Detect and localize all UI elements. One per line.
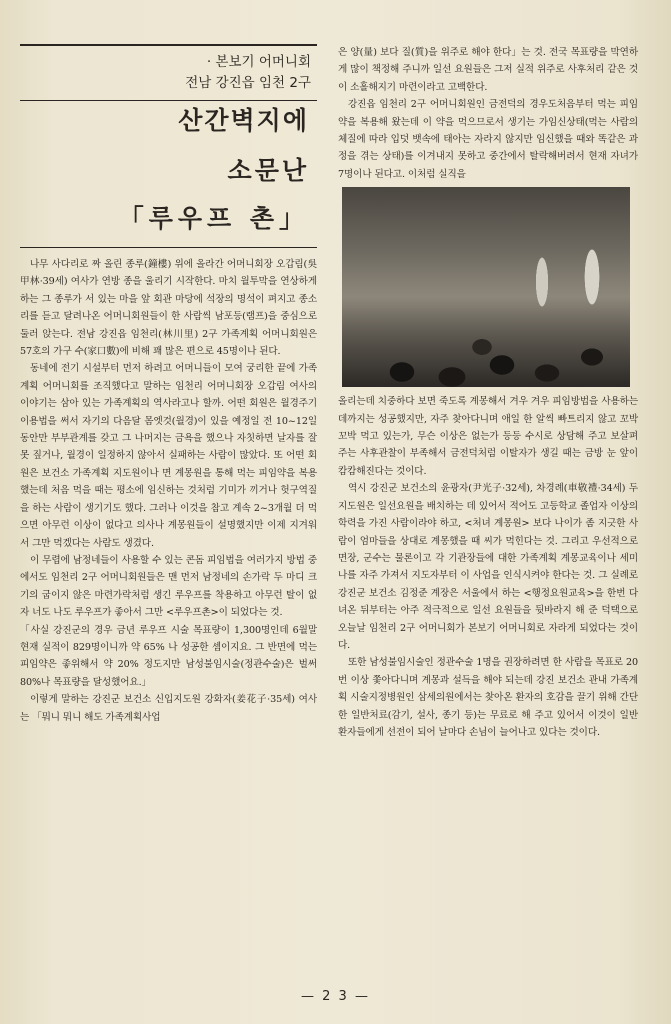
left-paragraph-1: 나무 사다리로 짜 올린 종루(鐘樓) 위에 올라간 어머니회장 오갑림(吳甲林·39세) 여사가 연방 종을 울리기 시작한다. 마치 월투막을 연상하게 하는 그 종루가 서 있는 마을 앞 회관 마당에 석장의 명석이 펴지고 종소리를 듣고 달려나온 어머니회원들이 한 사람씩 남포등(램프)을 중심으로 둘러 앉는다. 전남 강진읍 임천리(林川里) 2구 가족계획 어머니회원은 57호의 가구 수(家口數)에 비해 꽤 많은 편으로 45명이나 된다. (20, 259, 317, 358)
meeting-photo (342, 187, 630, 387)
left-paragraph-4: 「사실 강진군의 경우 금년 루우프 시술 목표량이 1,300명인데 6월말 현재 실적이 829명이니까 약 65% 나 성공한 셈이지요. 그 반면에 먹는 피임약은 좋위해서 약 20% 정도지만 남성불임시술(정관수술)은 벌써 80%나 목표량을 달성했어요.」 (20, 624, 317, 688)
right-paragraph-4: 역시 강진군 보건소의 윤광자(尹光子·32세), 차경례(車敬禮·34세) 두 지도원은 일선요원을 배치하는 데 있어서 적어도 고등학교 졸업자 이상의 학력을 가진 사람이라야 하고, <처녀 계몽원> 보다 나이가 좀 지긋한 사람이 엄마들을 상대로 계몽했을 때 씨가 먹힌다는 것. 그리고 우선적으로 면장, 군수는 물론이고 각 기관장들에 대한 가족계획 계몽교육이나 세미나를 자주 가져서 지도자부터 이 사업을 인식시켜야 한다는 것. 그 실례로 강진군 보건소 김정준 계장은 서울에서 하는 <행정요원교육>을 한번 다녀온 뒤부터는 아주 적극적으로 일선 요원들을 뒷바라지 해 준 덕택으로 오늘날 임천리 2구 어머니회가 본보기 어머니회로 자라게 되었다는 것이다. (338, 483, 638, 651)
kicker-line-1: · 본보기 어머니회 (206, 54, 311, 70)
headline-line-2: 소문난 (227, 156, 309, 185)
left-column (20, 44, 317, 726)
left-paragraph-3: 이 무렵에 남정네들이 사용할 수 있는 콘돔 피임법을 여러가지 방법 중에서도 임천리 2구 어머니회원들은 맨 먼저 남정네의 손가락 두 마디 크기의 굽이지 않은 마련가락처럼 생긴 루우프를 착용하고 아무런 탈이 없자 너도 나도 루우프가 좋아서 그만 <루우프촌>이 되었다는 것. (20, 554, 317, 619)
headline-line-3: 「루우프 촌」 (118, 204, 309, 233)
right-column (338, 44, 638, 741)
left-paragraph-5: 이렇게 말하는 강진군 보건소 신입지도원 강화자(姜花子·35세) 여사는 「뭐니 뭐니 해도 가족계획사업 (20, 694, 317, 723)
page-number: — 2 3 — (301, 989, 370, 1004)
right-paragraph-1: 은 양(量) 보다 질(質)을 위주로 해야 한다」는 것. 전국 목표량을 막연하게 많이 책정해 주니까 일선 요원들은 그저 실적 위주로 사후처리 같은 것이 소홀해지기 마련이라고 고백한다. (338, 47, 638, 93)
left-paragraph-2: 동네에 전기 시설부터 먼저 하려고 어머니들이 모여 궁리한 끝에 가족계획 어머니회를 조직했다고 말하는 임천리 어머니회장 오갑림 여사의 이야기는 삼아 있는 가족계획의 역사라고나 할까. 어떤 회원은 월경주기 이용법을 써서 자기의 다음달 몸엣것(월경)이 있을 예정일 전 10~12일 동안만 부부관계를 갖고 그 나머지는 금욕을 했으나 자칫하면 날자를 잘 못 짚거나, 월경이 일정하지 않아서 실패하는 사람이 많았다. 또 어떤 회원은 보건소 가족계획 지도원이나 면 계몽원을 통해 먹는 피임약을 복용했는데 처음 먹을 때는 평소에 임신하는 것처럼 기미가 끼거나 헛구역질을 하는 사람이 생기기도 했다. 그러나 이것을 참고 계속 2~3개월 더 먹으면 아무런 이상이 없다고 의사나 계몽원들이 설명했지만 이제 지겨워서 그만 먹겠다는 사람도 생겼다. (20, 363, 317, 549)
kicker-line-2: 전남 강진읍 임천 2구 (185, 75, 311, 91)
headline (20, 101, 317, 241)
right-paragraph-2: 강진읍 임천리 2구 어머니회원인 금전덕의 경우도처음부터 먹는 피임약을 복용해 왔는데 이 약을 먹으므로서 생기는 가임신상태(먹는 사람의 체질에 따라 입덧 뱃속에 태아는 자라지 않지만 임신했을 때와 똑같은 과정을 겪는 상태)를 이겨내지 못하고 중간에서 탈락해버려서 현재 자녀가 7명이나 된다고. 이처럼 실직을 (338, 99, 638, 180)
right-paragraph-5: 또한 남성불임시술인 정관수술 1명을 권장하려면 한 사람을 목표로 20번 이상 쫓아다니며 계몽과 설득을 해야 되는데 강진 보건소 관내 가족계획 시술지정병원인 삼세의원에서는 찾아온 환자의 호감을 끌기 위해 간단한 일반처료(감기, 설사, 종기 등)는 무료로 해 주고 있어서 이것이 일반 환자들에게 선전이 되어 날마다 손님이 늘어나고 있다는 것이다. (338, 657, 638, 738)
headline-line-1: 산간벽지에 (178, 106, 309, 135)
right-paragraph-3: 올리는데 치중하다 보면 죽도록 계몽해서 겨우 겨우 피임방법을 사용하는 데까지는 성공했지만, 자주 찾아다니며 애일 한 알씩 빠트리지 않고 꼬박꼬박 먹고 있는가, 무슨 이상은 없는가 등등 수시로 상담해 주고 보살펴 주는 사후관찰이 부족해서 금전덕처럼 이탈자가 생길 때는 금방 눈 앞이 캄캄해진다는 것이다. (338, 396, 638, 477)
